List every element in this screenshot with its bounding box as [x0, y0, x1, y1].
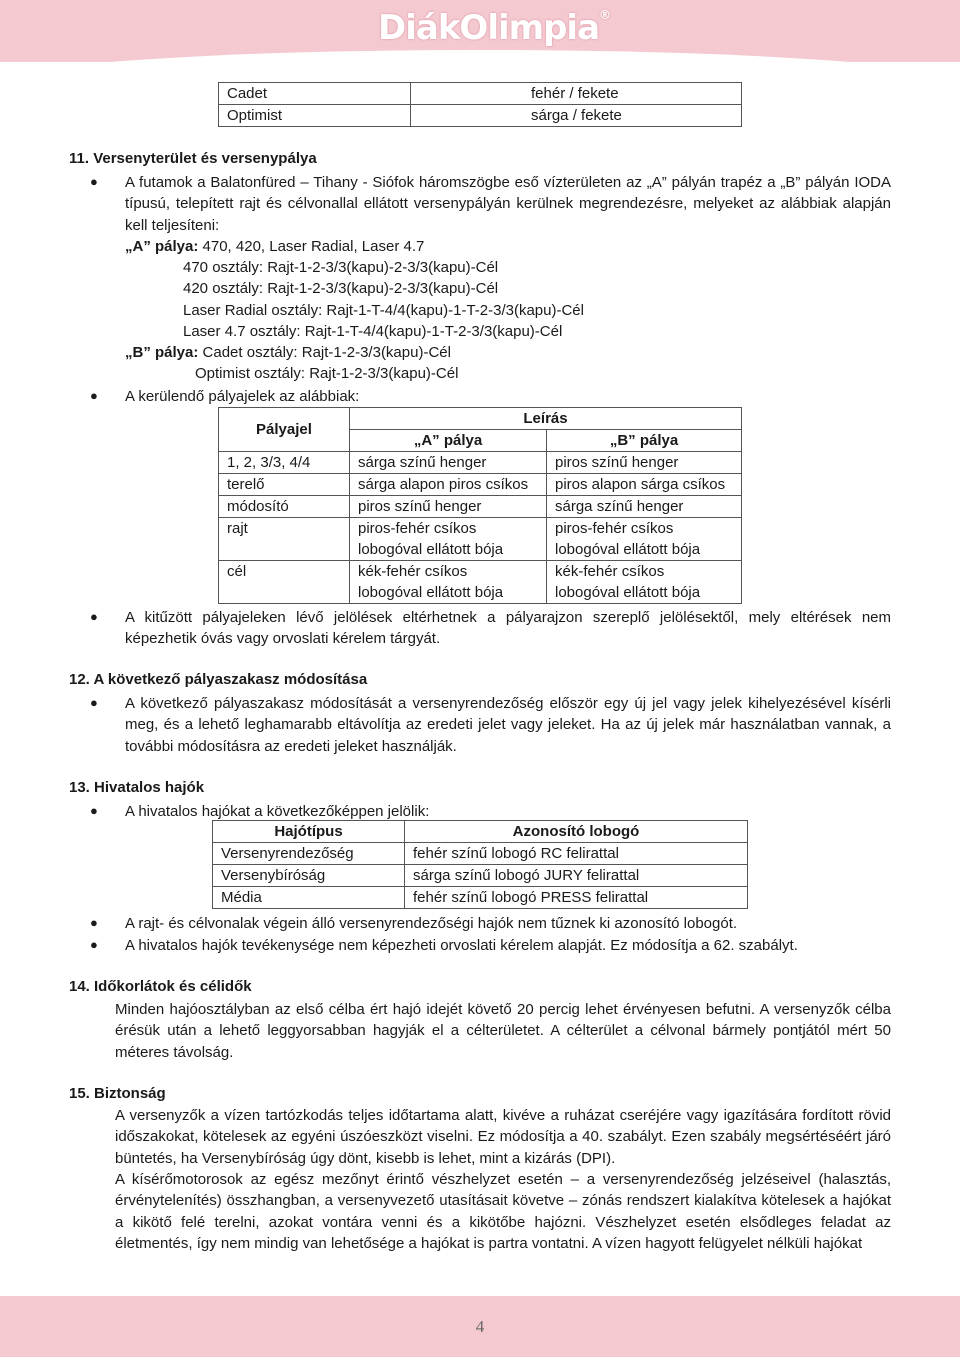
table-cell: sárga alapon piros csíkos [350, 474, 547, 496]
table-cell: kék-fehér csíkos lobogóval ellátott bója [547, 561, 742, 604]
bullet-icon: ● [90, 803, 98, 818]
bullet-icon: ● [90, 695, 98, 710]
table-cell: rajt [219, 518, 350, 561]
s15-paragraph-2: A kísérőmotorosok az egész mezőnyt érintő vészhelyzet esetén – a versenyrendezőség jelzéseivel (halasztás, érvénytelenítés) összhangban, a versenyvezető utasításait követve – zónás rendszert kialakítva kötelesek a hajókat a kikötő felé terelni, azokat vontára venni és a kikötőbe hajózni. Vészhelyzet esetén elsődleges feladat az életmentés, így nem mindig van lehetősége a hajókat is partra vontatni. A vízen hagyott felügyelet nélküli hajókat [115, 1171, 891, 1252]
course-a-470: 470 osztály: Rajt-1-2-3/3(kapu)-2-3/3(kapu)-Cél [183, 259, 499, 276]
header-a-palya: „A” pálya [350, 430, 547, 452]
table-cell: 1, 2, 3/3, 4/4 [219, 452, 350, 474]
table-row [219, 474, 742, 496]
section-12-title: 12. A következő pályaszakasz módosítása [69, 671, 368, 688]
s15-paragraph-1: A versenyzők a vízen tartózkodás teljes időtartama alatt, kivéve a ruházat cseréjére vagy igazítására fordított rövid időszakokat, kötelesek az egyéni úszóeszközt viselni. Ez módosítja a 40. szabályt. Ezen szabály megsértéséért járó büntetés, ha Versenybíróság úgy dönt, kisebb is lehet, mint a kizárás (DPI). [115, 1107, 891, 1167]
table-row [213, 821, 748, 843]
table-cell: piros színű henger [350, 496, 547, 518]
course-a-laser-47: Laser 4.7 osztály: Rajt-1-T-4/4(kapu)-1-T-2-3/3(kapu)-Cél [183, 323, 563, 340]
section-14-title: 14. Időkorlátok és célidők [69, 978, 252, 995]
section-11-title: 11. Versenyterület és versenypálya [69, 150, 317, 167]
diakolimpia-logo: DiákOlimpia® [378, 8, 611, 48]
table-cell: Versenybíróság [213, 865, 405, 887]
table-cell: sárga színű henger [350, 452, 547, 474]
table-cell: piros színű henger [547, 452, 742, 474]
s11-paragraph-2: A kitűzött pályajeleken lévő jelölések eltérhetnek a pályarajzon szereplő jelölésektől, mely eltérések nem képezhetik óvás vagy orvoslati kérelem tárgyát. [125, 609, 891, 648]
table-cell: Cadet [219, 83, 411, 105]
table-row [213, 865, 748, 887]
s13-bullet-2: A rajt- és célvonalak végein álló versenyrendezőségi hajók nem tűznek ki azonosító lobogót. [125, 915, 738, 932]
s11-paragraph-1: A futamok a Balatonfüred – Tihany - Siófok háromszögbe eső vízterületen az „A” pályán trapéz a „B” pályán IODA típusú, telepített rajt és célvonallal ellátott versenypályán kerülnek megrendezésre, melyeket az alábbiak alapján kell teljesíteni: [125, 174, 891, 234]
s12-paragraph: A következő pályaszakasz módosítását a versenyrendezőség először egy új jel vagy jelek kihelyezésével kísérli meg, és a lehető leghamarabb eltávolítja az eredeti jelet vagy jeleket. Ha az új jelek már használatban vannak, a további módosításra az eredeti jeleket használják. [125, 695, 891, 755]
table-row [219, 496, 742, 518]
bullet-icon: ● [90, 388, 98, 403]
table-cell: cél [219, 561, 350, 604]
table-row [219, 408, 742, 430]
s13-bullet-3: A hivatalos hajók tevékenysége nem képezheti orvoslati kérelem alapját. Ez módosítja a 62. szabályt. [125, 937, 798, 954]
table-cell: Média [213, 887, 405, 909]
header-leiras: Leírás [350, 408, 742, 430]
course-marks-table [218, 407, 742, 604]
header-palyajel: Pályajel [219, 408, 350, 452]
table-cell: módosító [219, 496, 350, 518]
table-row [219, 452, 742, 474]
table-cell: Versenyrendezőség [213, 843, 405, 865]
table-cell: kék-fehér csíkos lobogóval ellátott bója [350, 561, 547, 604]
header-hajotipus: Hajótípus [213, 821, 405, 843]
table-cell: fehér színű lobogó RC felirattal [405, 843, 748, 865]
bullet-icon: ● [90, 915, 98, 930]
table-cell: fehér / fekete [411, 83, 742, 105]
section-15-title: 15. Biztonság [69, 1085, 166, 1102]
table-cell: piros-fehér csíkos lobogóval ellátott bója [350, 518, 547, 561]
table-cell: sárga színű lobogó JURY felirattal [405, 865, 748, 887]
table-row [219, 83, 742, 105]
section-13-title: 13. Hivatalos hajók [69, 779, 205, 796]
marks-intro: A kerülendő pályajelek az alábbiak: [125, 388, 360, 405]
table-row [219, 105, 742, 127]
table-cell: fehér színű lobogó PRESS felirattal [405, 887, 748, 909]
header-b-palya: „B” pálya [547, 430, 742, 452]
page-number: 4 [475, 1317, 485, 1336]
table-row [219, 561, 742, 604]
course-a-laser-radial: Laser Radial osztály: Rajt-1-T-4/4(kapu)-1-T-2-3/3(kapu)-Cél [183, 302, 584, 319]
s13-intro: A hivatalos hajókat a következőképpen jelölik: [125, 803, 430, 820]
course-a-label: „A” pálya: [125, 238, 199, 255]
table-cell: Optimist [219, 105, 411, 127]
course-a-line: „A” pálya: 470, 420, Laser Radial, Laser 4.7 [125, 238, 425, 255]
table-cell: piros alapon sárga csíkos [547, 474, 742, 496]
table-row [213, 843, 748, 865]
course-b-line: „B” pálya: Cadet osztály: Rajt-1-2-3/3(kapu)-Cél [125, 344, 451, 361]
table-cell: piros-fehér csíkos lobogóval ellátott bója [547, 518, 742, 561]
header-azonosito: Azonosító lobogó [405, 821, 748, 843]
class-color-table [218, 82, 742, 127]
table-cell: terelő [219, 474, 350, 496]
course-b-label: „B” pálya: [125, 344, 199, 361]
table-cell: sárga / fekete [411, 105, 742, 127]
bullet-icon: ● [90, 174, 98, 189]
table-row [213, 887, 748, 909]
s14-paragraph: Minden hajóosztályban az első célba ért hajó idejét követő 20 percig lehet érvényesen befutni. A versenyzők célba érésük után a lehető leggyorsabban hagyják el a célterületet. A célterület a célvonal bármely pontjától mért 50 méteres távolság. [115, 1001, 891, 1061]
course-a-420: 420 osztály: Rajt-1-2-3/3(kapu)-2-3/3(kapu)-Cél [183, 280, 499, 297]
official-boats-table [212, 820, 748, 909]
table-row [219, 518, 742, 561]
bullet-icon: ● [90, 937, 98, 952]
course-b-optimist: Optimist osztály: Rajt-1-2-3/3(kapu)-Cél [195, 365, 459, 382]
table-cell: sárga színű henger [547, 496, 742, 518]
bullet-icon: ● [90, 609, 98, 624]
